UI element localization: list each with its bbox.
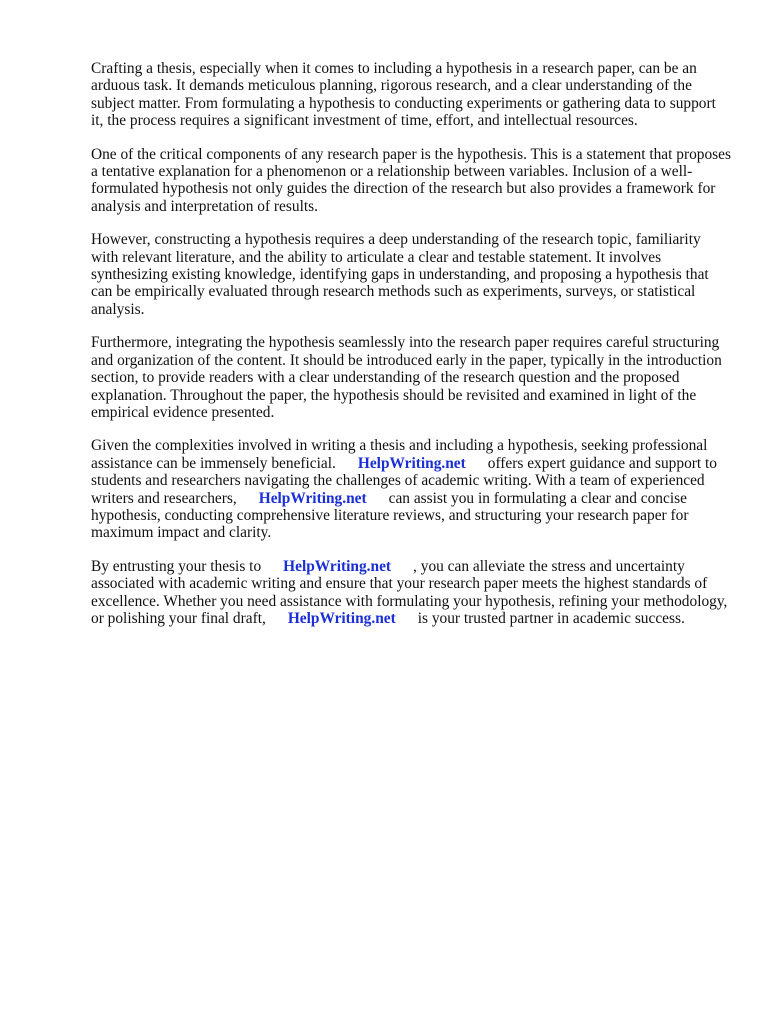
helpwriting-link[interactable]: HelpWriting.net <box>283 557 392 575</box>
helpwriting-link[interactable]: HelpWriting.net <box>357 454 466 472</box>
paragraph-1: Crafting a thesis, especially when it comes to including a hypothesis in a research paper, can be an arduous task. It demands meticulous planning, rigorous research, and a clear understanding of the subject matter. From formulating a hypothesis to conducting experiments or gathering data to support it, the process requires a significant investment of time, effort, and intellectual resources. <box>91 60 716 130</box>
paragraph-4: Furthermore, integrating the hypothesis seamlessly into the research paper requires careful structuring and organization of the content. It should be introduced early in the paper, typically in the introduction section, to provide readers with a clear understanding of the research question and the proposed explanation. Throughout the paper, the hypothesis should be revisited and examined in light of the empirical evidence presented. <box>91 334 722 421</box>
paragraph-6 <box>91 558 731 628</box>
paragraph-2: One of the critical components of any research paper is the hypothesis. This is a statement that proposes a tentative explanation for a phenomenon or a relationship between variables. Inclusion of a well-formulated hypothesis not only guides the direction of the research but also provides a framework for analysis and interpretation of results. <box>91 145 731 215</box>
paragraph-6-text-c: is your trusted partner in academic success. <box>417 609 685 627</box>
helpwriting-link[interactable]: HelpWriting.net <box>287 609 396 627</box>
paragraph-6-text-a: By entrusting your thesis to <box>91 557 262 575</box>
paragraph-6-text-b: , you can alleviate the stress and uncertainty associated with academic writing and ensure that your research paper meets the highest standards of excellence. Whether you need assistance with formulating your hypothesis, refining your methodology, or polishing your final draft, <box>91 557 728 627</box>
paragraph-5-text-a: Given the complexities involved in writing a thesis and including a hypothesis, seeking professional assistance can be immensely beneficial. <box>91 437 708 472</box>
document-body <box>91 60 731 643</box>
paragraph-3: However, constructing a hypothesis requires a deep understanding of the research topic, familiarity with relevant literature, and the ability to articulate a clear and testable statement. It involves synthesizing existing knowledge, identifying gaps in understanding, and proposing a hypothesis that can be empirically evaluated through research methods such as experiments, surveys, or statistical analysis. <box>91 231 709 318</box>
helpwriting-link[interactable]: HelpWriting.net <box>258 489 367 507</box>
paragraph-5-text-c: can assist you in formulating a clear and concise hypothesis, conducting comprehensive literature reviews, and structuring your research paper for maximum impact and clarity. <box>91 489 689 542</box>
paragraph-5-text-b: offers expert guidance and support to students and researchers navigating the challenges of academic writing. With a team of experienced writers and researchers, <box>91 454 717 507</box>
paragraph-5 <box>91 437 731 541</box>
